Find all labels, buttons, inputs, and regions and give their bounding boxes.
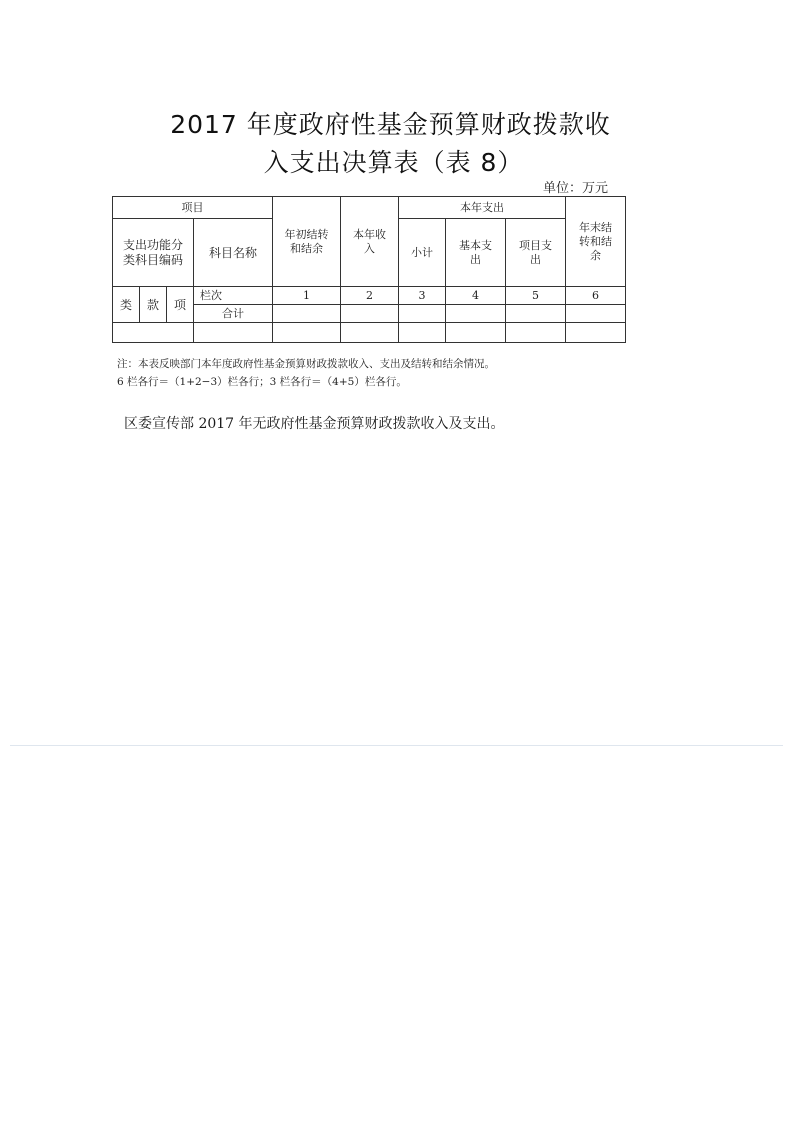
header-project: 项目 xyxy=(113,197,273,219)
total-cell xyxy=(273,305,341,323)
column-number-5: 5 xyxy=(506,287,566,305)
total-cell xyxy=(399,305,446,323)
document-title-line-1: 2017 年度政府性基金预算财政拨款收 xyxy=(170,110,611,139)
header-class: 类 xyxy=(113,287,140,323)
header-item: 项 xyxy=(167,287,194,323)
column-number-4: 4 xyxy=(446,287,506,305)
scan-artifact-line xyxy=(10,745,783,746)
empty-cell xyxy=(341,323,399,343)
empty-cell xyxy=(194,323,273,343)
empty-cell xyxy=(273,323,341,343)
empty-cell xyxy=(566,323,626,343)
header-subject-name: 科目名称 xyxy=(194,219,273,287)
column-number-2: 2 xyxy=(341,287,399,305)
header-opening-balance: 年初结转和结余 xyxy=(273,197,341,287)
header-project-expense: 项目支出 xyxy=(506,219,566,287)
table-note-line-1: 注：本表反映部门本年度政府性基金预算财政拨款收入、支出及结转和结余情况。 xyxy=(117,358,495,370)
table-note-line-2: 6 栏各行＝（1+2−3）栏各行；3 栏各行＝（4+5）栏各行。 xyxy=(117,376,407,388)
unit-label: 单位：万元 xyxy=(543,181,609,196)
header-basic-expense: 基本支出 xyxy=(446,219,506,287)
empty-cell xyxy=(446,323,506,343)
header-subtotal: 小计 xyxy=(399,219,446,287)
header-closing-balance: 年末结转和结余 xyxy=(566,197,626,287)
total-cell xyxy=(341,305,399,323)
column-index-label: 栏次 xyxy=(194,287,273,305)
total-cell xyxy=(506,305,566,323)
column-number-1: 1 xyxy=(273,287,341,305)
header-section: 款 xyxy=(140,287,167,323)
total-cell xyxy=(446,305,506,323)
column-number-6: 6 xyxy=(566,287,626,305)
document-title-line-2: 入支出决算表（表 8） xyxy=(263,148,524,177)
empty-cell xyxy=(506,323,566,343)
header-current-expense: 本年支出 xyxy=(399,197,566,219)
column-number-3: 3 xyxy=(399,287,446,305)
header-function-code: 支出功能分类科目编码 xyxy=(113,219,194,287)
empty-cell xyxy=(113,323,194,343)
header-current-income: 本年收入 xyxy=(341,197,399,287)
empty-cell xyxy=(399,323,446,343)
budget-table xyxy=(112,196,626,343)
total-cell xyxy=(566,305,626,323)
statement-text: 区委宣传部 2017 年无政府性基金预算财政拨款收入及支出。 xyxy=(124,416,505,432)
total-label: 合计 xyxy=(194,305,273,323)
